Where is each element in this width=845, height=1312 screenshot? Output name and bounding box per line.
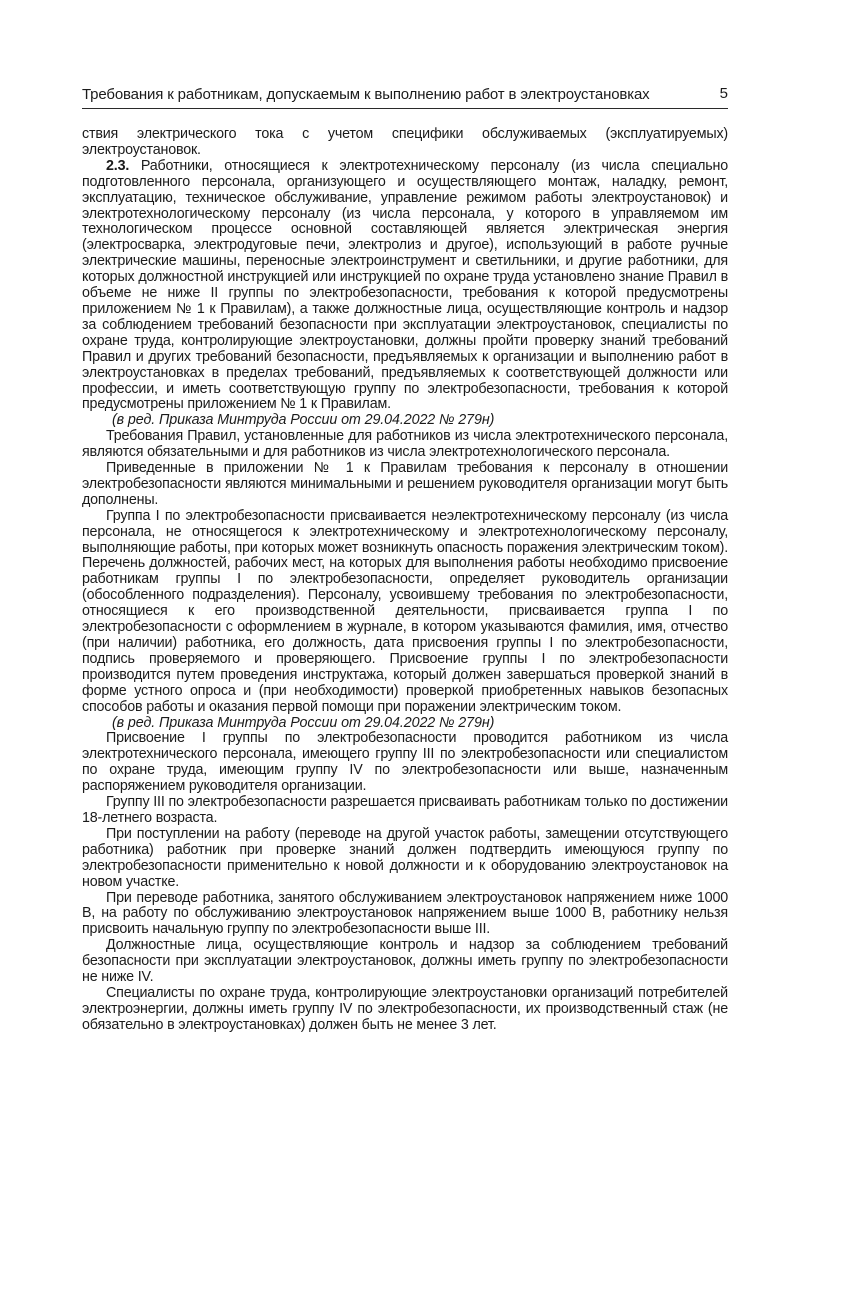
page-number: 5 (719, 85, 728, 102)
amendment-note: (в ред. Приказа Минтруда России от 29.04.2022 № 279н) (112, 412, 495, 429)
paragraph: Специалисты по охране труда, контролирующие электроустановки организаций потребителей электроэнергии, должны иметь группу IV по электробезопасности, их производственный стаж (не обязательно в электроустановках) должен быть не менее 3 лет. (82, 984, 728, 1033)
body-text (82, 127, 728, 1034)
paragraph: Присвоение I группы по электробезопасности проводится работником из числа электротехнического персонала, имеющего группу III по электробезопасности или специалистом по охране труда, имеющим группу IV по электробезопасности или выше, назначенным распоряжением руководителя организации. (82, 730, 728, 795)
paragraph-continuation: ствия электрического тока с учетом специфики обслуживаемых (эксплуатируемых) электроустановок. (82, 126, 728, 158)
paragraph: Требования Правил, установленные для работников из числа электротехнического персонала, являются обязательными и для работников из числа электротехнологического персонала. (82, 428, 728, 461)
paragraph: Приведенные в приложении № 1 к Правилам требования к персоналу в отношении электробезопасности являются минимальными и решением руководителя организации могут быть дополнены. (82, 460, 728, 508)
header-title: Требования к работникам, допускаемым к выполнению работ в электроустановках (82, 86, 650, 103)
clause-text: Работники, относящиеся к электротехническому персоналу (из числа специально подготовленного персонала, организующего и осуществляющего монтаж, наладку, ремонт, эксплуатацию, техническое обслуживание, управление режимом работы электроустановок) и электротехнологическому персоналу (из числа персонала, у которого в управляемом им технологическом процессе основной составляющей является электрическая энергия (электросварка, электродуговые печи, электролиз и другое), использующий в работе ручные электрические машины, переносные электроинструмент и светильники, и другие работники, для которых должностной инструкцией или инструкцией по охране труда установлено знание Правил в объеме не ниже II группы по электробезопасности, требования к которой предусмотрены приложением № 1 к Правилам), а также должностные лица, осуществляющие контроль и надзор за соблюдением требований безопасности при эксплуатации электроустановок, специалисты по охране труда, контролирующие электроустановки, должны пройти проверку знаний требований Правил и других требований безопасности, предъявляемых к организации и выполнению работ в электроустановках в пределах требований, предъявляемых к соответствующей должности или профессии, и иметь соответствующую группу по электробезопасности, требования к которой предусмотрены приложением № 1 к Правилам. (82, 157, 728, 413)
paragraph-2-3 (82, 159, 728, 414)
paragraph: При переводе работника, занятого обслуживанием электроустановок напряжением ниже 1000 В, на работу по обслуживанию электроустановок напряжением выше 1000 В, работнику нельзя присвоить начальную группу по электробезопасности выше III. (82, 889, 728, 938)
running-header (82, 84, 728, 109)
amendment-note: (в ред. Приказа Минтруда России от 29.04.2022 № 279н) (112, 714, 495, 731)
paragraph: Группа I по электробезопасности присваивается неэлектротехническому персоналу (из числа персонала, не относящегося к электротехническому и электротехнологическому персоналу, выполняющие работы, при которых может возникнуть опасность поражения электрическим током). Перечень должностей, рабочих мест, на которых для выполнения работы необходимо присвоение работникам группы I по электробезопасности, определяет руководитель организации (обособленного подразделения). Персоналу, усвоившему требования по электробезопасности, относящиеся к его производственной деятельности, присваивается группа I по электробезопасности с оформлением в журнале, в котором указываются фамилия, имя, отчество (при наличии) работника, его должность, дата присвоения группы I по электробезопасности, подпись проверяемого и проверяющего. Присвоение группы I по электробезопасности производится путем проведения инструктажа, который должен завершаться проверкой знаний в форме устного опроса и (при необходимости) проверкой приобретенных навыков безопасных способов работы и оказания первой помощи при поражении электрическим током. (82, 507, 728, 715)
paragraph: Должностные лица, осуществляющие контроль и надзор за соблюдением требований безопасности при эксплуатации электроустановок, должны иметь группу по электробезопасности не ниже IV. (82, 937, 728, 986)
paragraph: Группу III по электробезопасности разрешается присваивать работникам только по достижении 18-летнего возраста. (82, 794, 728, 826)
clause-number: 2.3. (106, 157, 130, 174)
paragraph: При поступлении на работу (переводе на другой участок работы, замещении отсутствующего работника) работник при проверке знаний должен подтвердить имеющуюся группу по электробезопасности применительно к новой должности и к оборудованию электроустановок на новом участке. (82, 825, 728, 890)
